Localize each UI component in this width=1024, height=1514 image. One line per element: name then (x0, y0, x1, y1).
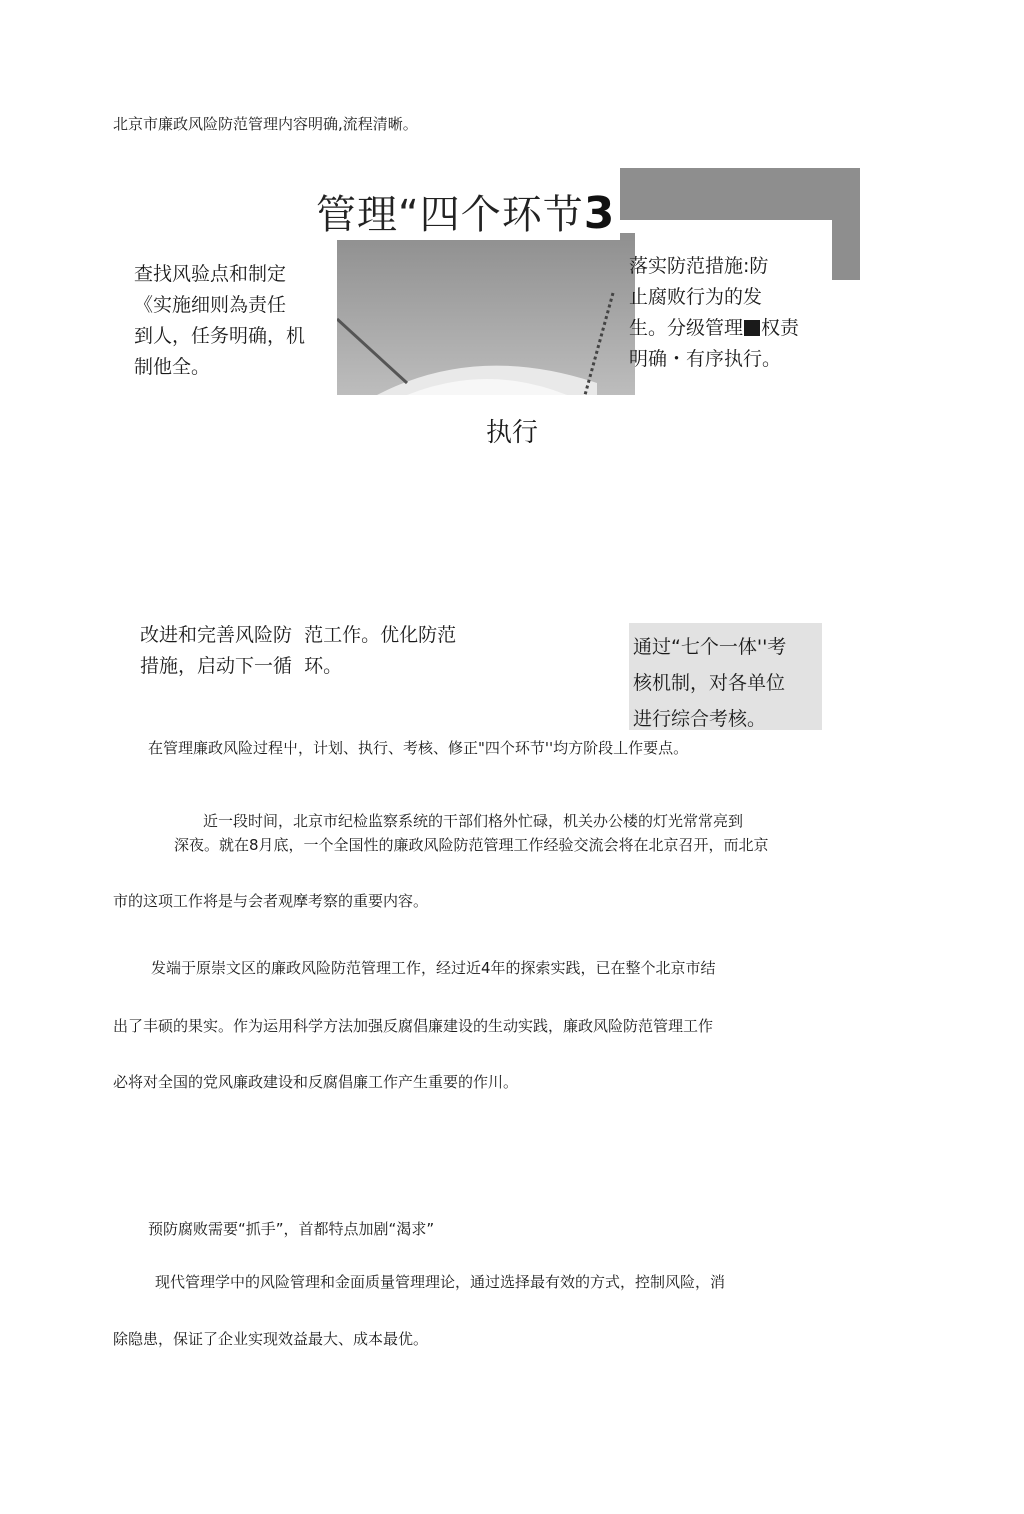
diagram-right-line (629, 313, 829, 344)
diagram-right-text: 生。分级管理 (629, 317, 744, 339)
diagram-right-text: 权责 (761, 317, 800, 339)
diagram-right-line: 明确・有序执行。 (629, 348, 782, 370)
diagram-bottom-left-line: 改进和完善风险防 范工作。优化防范 (140, 624, 457, 646)
diagram-bottom-right-line: 核机制，对各单位 (633, 672, 786, 694)
diagram-bottom-left-box (140, 620, 456, 682)
diagram-left-line: 制他全。 (134, 356, 211, 378)
diagram-title-box (316, 188, 620, 240)
diagram-bottom-right-line: 进行综合考核。 (633, 708, 767, 730)
paragraph-line: 深夜。就在8月底，一个全国性的廉政风险防范管理工作经验交流会将在北京召开，而北京 (174, 836, 769, 854)
paragraph-line: 除隐患，保证了企业实现效益最大、成本最优。 (113, 1330, 429, 1348)
diagram-right-box (629, 251, 829, 375)
diagram-caption: 在管理廉政风险过程屮，计划、执行、考核、修正"四个环节''均方阶段丄作要点。 (148, 739, 689, 757)
section-heading: 预防腐败需要“抓手”，首都特点加剧“渴求” (148, 1220, 435, 1238)
diagram-left-line: 《实施细则為责任 (134, 294, 287, 316)
diagram-left-box (134, 259, 334, 383)
intro-line: 北京市廉政风险防范管理内容明确,流程清晰。 (113, 115, 418, 133)
paragraph-line: 现代管理学中的风险管理和金面质量管理理论，通过选择最有效的方式，控制风险，消 (155, 1273, 726, 1291)
diagram-bottom-right-text (633, 629, 786, 737)
diagram-ring-graphic (337, 233, 635, 395)
diagram-title-number: 3 (583, 188, 615, 239)
paragraph-line: 近一段时间，北京市纪检监察系统的干部们格外忙碌，机关办公楼的灯光常常亮到 (203, 812, 744, 830)
paragraph-line: 市的这项工作将是与会者观摩考察的重要内容。 (113, 892, 429, 910)
diagram-title: 管理“四个环节 (316, 192, 584, 238)
diagram-right-line: 止腐败行为的发 (629, 286, 763, 308)
diagram-right-line: 落实防范措施:防 (629, 255, 769, 277)
diagram-left-line: 到人，任务明确，机 (134, 325, 306, 347)
paragraph-line: 发端于原崇文区的廉政风险防范管理工作，经过近4年的探索实践，已在整个北京市结 (151, 959, 716, 977)
diagram-bottom-left-line: 措施，启动下一循 环。 (140, 655, 343, 677)
paragraph-line: 出了丰硕的果实。作为运用科学方法加强反腐倡廉建设的生动实践，廉政风险防范管理工作 (113, 1017, 714, 1035)
paragraph-line: 必将对全国的党风廉政建设和反腐倡廉工作产生重要的作川。 (113, 1073, 519, 1091)
black-square-glyph (744, 320, 760, 336)
diagram-bottom-right-line: 通过“七个一体''考 (633, 636, 787, 658)
diagram-left-line: 查找风验点和制定 (134, 263, 287, 285)
diagram-center-label: 执行 (486, 418, 539, 448)
